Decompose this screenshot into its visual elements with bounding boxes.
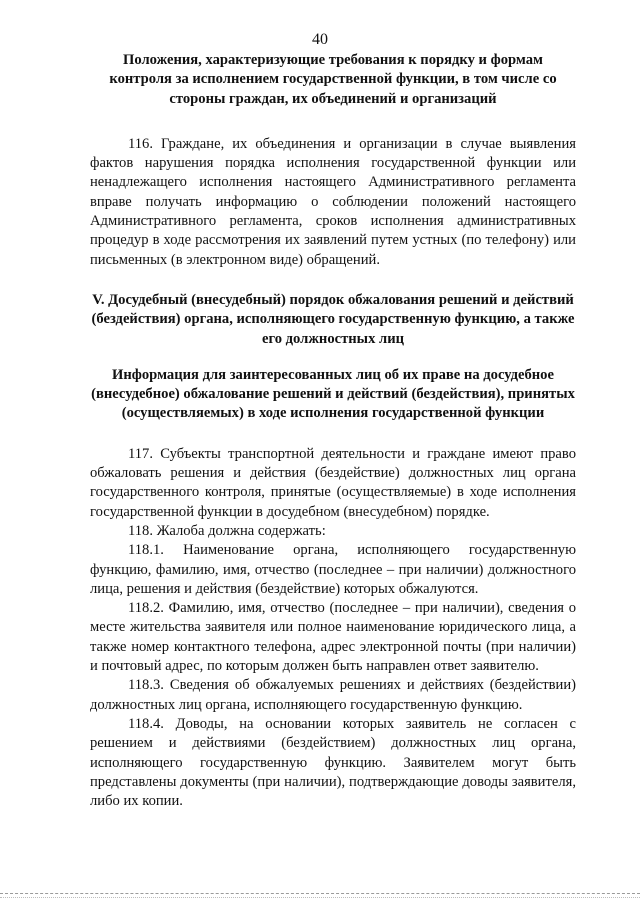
section-heading-information: Информация для заинтересованных лиц об их праве на досудебное (внесудебное) обжалование решений и действий (бездействия), принятых (осуществляемых) в ходе исполнения государственной функции xyxy=(91,366,575,422)
paragraph-118-2: 118.2. Фамилию, имя, отчество (последнее – при наличии), сведения о месте жительства заявителя или полное наименование юридического лица, а также номер контактного телефона, адрес электронной почты (при наличии) и почтовый адрес, по которым должен быть направлен ответ заявителю. xyxy=(90,600,576,675)
paragraph-118: 118. Жалоба должна содержать: xyxy=(128,522,326,539)
scan-edge-line xyxy=(0,893,640,894)
paragraph-118-4: 118.4. Доводы, на основании которых заявитель не согласен с решением и действиями (бездействием) должностных лиц органа, исполняющего государственную функцию. Заявителем могут быть представлены документы (при наличии), подтверждающие доводы заявителя, либо их копии. xyxy=(90,715,576,810)
page-number: 40 xyxy=(312,31,328,48)
paragraph-118-1: 118.1. Наименование органа, исполняющего государственную функцию, фамилию, имя, отчество (последнее – при наличии) должностного лица, решения и действия (бездействие) которых обжалуются. xyxy=(90,542,576,597)
document-body xyxy=(90,51,576,811)
scan-edge-line-lower xyxy=(0,897,640,898)
paragraph-118-3: 118.3. Сведения об обжалуемых решениях и действиях (бездействии) должностных лиц органа, исполняющего государственную функцию. xyxy=(90,677,576,713)
section-heading-appeal: V. Досудебный (внесудебный) порядок обжалования решений и действий (бездействия) органа, исполняющего государственную функцию, а также его должностных лиц xyxy=(91,291,575,347)
section-heading-control: Положения, характеризующие требования к порядку и формам контроля за исполнением государственной функции, в том числе со стороны граждан, их объединений и организаций xyxy=(109,52,557,107)
paragraph-117: 117. Субъекты транспортной деятельности и граждане имеют право обжаловать решения и действия (бездействие) должностных лиц органа государственного контроля, принятые (осуществляемые) в ходе исполнения государственной функции в досудебном (внесудебном) порядке. xyxy=(90,445,576,520)
paragraph-116: 116. Граждане, их объединения и организации в случае выявления фактов нарушения порядка исполнения государственной функции или ненадлежащего исполнения настоящего Административного регламента вправе получать информацию о соблюдении положений настоящего Административного регламента, сроков исполнения административных процедур в ходе рассмотрения их заявлений путем устных (по телефону) или письменных (в электронном виде) обращений. xyxy=(90,135,576,268)
